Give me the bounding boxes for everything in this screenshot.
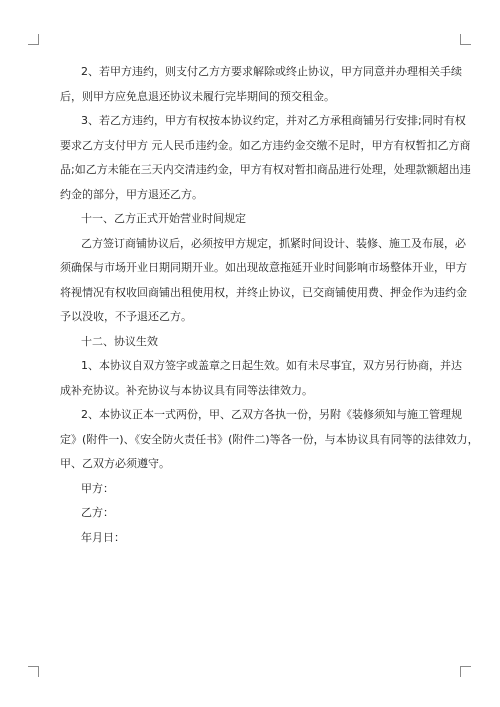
section-11-line-4: 予以没收，不予退还乙方。: [60, 310, 192, 323]
clause-10-2-line-1: 2、若甲方违约，则支付乙方方要求解除或终止协议，甲方同意并办理相关手续: [81, 65, 462, 78]
crop-mark-top-left: [28, 34, 39, 45]
document-body: [60, 60, 479, 550]
party-b-signature-label: 乙方：: [81, 506, 114, 519]
clause-12-1-line-1: 1、本协议自双方签字或盖章之日起生效。如有未尽事宜，双方另行协商，并达: [81, 359, 462, 372]
section-12-heading: 十二、协议生效: [81, 334, 158, 348]
clause-10-3-line-4: 约金的部分，甲方退还乙方。: [60, 187, 203, 201]
date-label: 年月日：: [81, 530, 125, 544]
section-11-heading: 十一、乙方正式开始营业时间规定: [81, 212, 246, 225]
section-11-line-2: 须确保与市场开业日期同期开业。如出现故意拖延开业时间影响市场整体开业，甲方: [60, 261, 467, 274]
crop-mark-bottom-right: [460, 666, 471, 677]
clause-12-2-line-1: 2、本协议正本一式两份，甲、乙双方各执一份，另附《装修须知与施工管理规: [81, 408, 462, 421]
clause-12-2-line-3: 甲、乙双方必须遵守。: [60, 457, 170, 470]
crop-mark-bottom-left: [28, 666, 39, 677]
party-a-signature-label: 甲方：: [81, 481, 114, 495]
clause-10-3-line-1: 3、若乙方违约，甲方有权按本协议约定，并对乙方承租商铺另行安排;同时有权: [81, 114, 466, 127]
clause-10-3-line-3: 品;如乙方未能在三天内交清违约金，甲方有权对暂扣商品进行处理，处理款额超出违: [60, 163, 471, 176]
clause-12-1-line-2: 成补充协议。补充协议与本协议具有同等法律效力。: [60, 383, 313, 397]
clause-12-2-line-2: 定》(附件一)、《安全防火责任书》(附件二)等各一份，与本协议具有同等的法律效力，: [60, 432, 479, 446]
clause-10-2-line-2: 后，则甲方应免息退还协议未履行完毕期间的预交租金。: [60, 89, 335, 103]
section-11-line-3: 将视情况有权收回商铺出租使用权，并终止协议，已交商铺使用费、押金作为违约金: [60, 285, 467, 299]
clause-10-3-line-2: 要求乙方支付甲方 元人民币违约金。如乙方违约金交缴不足时，甲方有权暂扣乙方商: [60, 138, 471, 152]
crop-mark-top-right: [460, 34, 471, 45]
section-11-line-1: 乙方签订商铺协议后，必须按甲方规定，抓紧时间设计、装修、施工及布展，必: [81, 236, 466, 250]
